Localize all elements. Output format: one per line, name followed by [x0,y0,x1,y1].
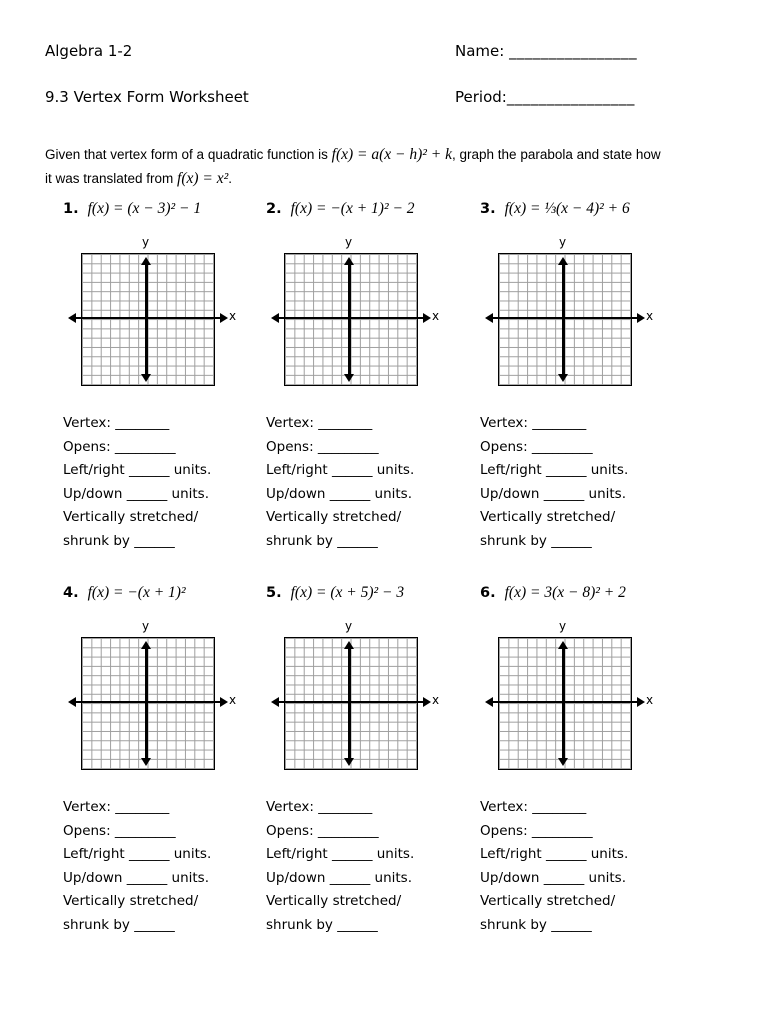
leftright-blank-line: Left/right ______ units. [266,462,415,478]
x-axis-label: x [229,309,237,323]
updown-blank-line: Up/down ______ units. [266,485,412,502]
problem-4 [55,584,267,937]
instructions-line-1 [45,143,755,167]
instructions-text: it was translated from [45,171,178,186]
leftright-blank-line: Left/right ______ units. [480,846,629,862]
opens-blank-line: Opens: _________ [480,438,593,455]
answer-blanks [258,412,470,553]
x-axis [492,317,638,320]
vertex-blank-line: Vertex: ________ [63,799,170,815]
y-axis [348,264,351,375]
problem-1 [55,200,267,553]
problem-3 [472,200,684,553]
parent-function-formula: f(x) = x² [177,170,229,187]
grid [498,253,632,386]
problem-number: 4. [63,585,79,601]
y-axis [145,264,148,375]
problem-formula: f(x) = 3(x − 8)² + 2 [504,584,626,601]
shrunk-blank-line: shrunk by ______ [63,916,175,933]
y-axis [348,648,351,759]
problem-number: 2. [266,201,282,217]
answer-blanks [258,796,470,937]
coordinate-grid [81,235,253,392]
name-label: Name: [455,42,505,60]
vertex-blank-line: Vertex: ________ [63,415,170,431]
period-label: Period: [455,88,507,106]
problem-6-title [472,584,684,608]
shrunk-blank-line: shrunk by ______ [266,532,378,549]
problem-formula: f(x) = ⅓(x − 4)² + 6 [504,200,630,217]
grid [81,637,215,770]
problem-5 [258,584,470,937]
x-axis-label: x [432,309,440,323]
problem-5-title [258,584,470,608]
x-axis [75,701,221,704]
x-axis-label: x [432,693,440,707]
leftright-blank-line: Left/right ______ units. [480,462,629,478]
updown-blank-line: Up/down ______ units. [63,485,209,502]
grid [498,637,632,770]
coordinate-grid [498,235,670,392]
problem-formula: f(x) = (x − 3)² − 1 [87,200,202,217]
opens-blank-line: Opens: _________ [63,822,176,839]
y-axis-label: y [142,619,150,633]
instructions-line-2 [45,167,755,191]
problem-number: 5. [266,585,282,601]
leftright-blank-line: Left/right ______ units. [63,462,212,478]
period-line [455,88,635,106]
problem-1-title [55,200,267,224]
problem-2-title [258,200,470,224]
problem-formula: f(x) = −(x + 1)² [87,584,186,601]
course-label: Algebra 1-2 [45,42,133,60]
answer-blanks [472,412,684,553]
x-axis-label: x [646,693,654,707]
y-axis-label: y [345,619,353,633]
stretched-line: Vertically stretched/ [63,893,199,909]
shrunk-blank-line: shrunk by ______ [63,532,175,549]
x-axis [75,317,221,320]
x-axis [278,317,424,320]
updown-blank-line: Up/down ______ units. [480,869,626,886]
problem-6 [472,584,684,937]
problem-number: 6. [480,585,496,601]
y-axis [145,648,148,759]
problem-formula: f(x) = (x + 5)² − 3 [290,584,405,601]
y-axis-label: y [345,235,353,249]
problem-2 [258,200,470,553]
leftright-blank-line: Left/right ______ units. [266,846,415,862]
updown-blank-line: Up/down ______ units. [266,869,412,886]
stretched-line: Vertically stretched/ [266,893,402,909]
coordinate-grid [284,619,456,776]
leftright-blank-line: Left/right ______ units. [63,846,212,862]
answer-blanks [55,796,267,937]
problem-3-title [472,200,684,224]
x-axis [492,701,638,704]
y-axis [562,648,565,759]
x-axis-label: x [646,309,654,323]
opens-blank-line: Opens: _________ [480,822,593,839]
page-title: 9.3 Vertex Form Worksheet [45,88,249,106]
name-line [455,42,637,60]
coordinate-grid [498,619,670,776]
period-blank: ________________ [506,88,635,106]
opens-blank-line: Opens: _________ [266,438,379,455]
vertex-form-formula: f(x) = a(x − h)² + k [331,146,453,163]
problem-number: 1. [63,201,79,217]
grid [284,253,418,386]
updown-blank-line: Up/down ______ units. [63,869,209,886]
vertex-blank-line: Vertex: ________ [480,415,587,431]
y-axis-label: y [559,235,567,249]
instructions-text: Given that vertex form of a quadratic function is [45,147,332,162]
shrunk-blank-line: shrunk by ______ [480,532,592,549]
vertex-blank-line: Vertex: ________ [480,799,587,815]
opens-blank-line: Opens: _________ [63,438,176,455]
instructions-text: , graph the parabola and state how [452,147,661,162]
opens-blank-line: Opens: _________ [266,822,379,839]
name-blank: ________________ [509,42,638,60]
vertex-blank-line: Vertex: ________ [266,799,373,815]
grid [81,253,215,386]
answer-blanks [55,412,267,553]
instructions-text: . [228,171,233,186]
updown-blank-line: Up/down ______ units. [480,485,626,502]
stretched-line: Vertically stretched/ [63,509,199,525]
instructions [45,143,755,191]
x-axis-label: x [229,693,237,707]
grid [284,637,418,770]
shrunk-blank-line: shrunk by ______ [480,916,592,933]
y-axis-label: y [559,619,567,633]
stretched-line: Vertically stretched/ [266,509,402,525]
problem-4-title [55,584,267,608]
y-axis [562,264,565,375]
stretched-line: Vertically stretched/ [480,509,616,525]
answer-blanks [472,796,684,937]
x-axis [278,701,424,704]
stretched-line: Vertically stretched/ [480,893,616,909]
coordinate-grid [284,235,456,392]
y-axis-label: y [142,235,150,249]
problem-formula: f(x) = −(x + 1)² − 2 [290,200,415,217]
coordinate-grid [81,619,253,776]
shrunk-blank-line: shrunk by ______ [266,916,378,933]
problem-number: 3. [480,201,496,217]
vertex-blank-line: Vertex: ________ [266,415,373,431]
